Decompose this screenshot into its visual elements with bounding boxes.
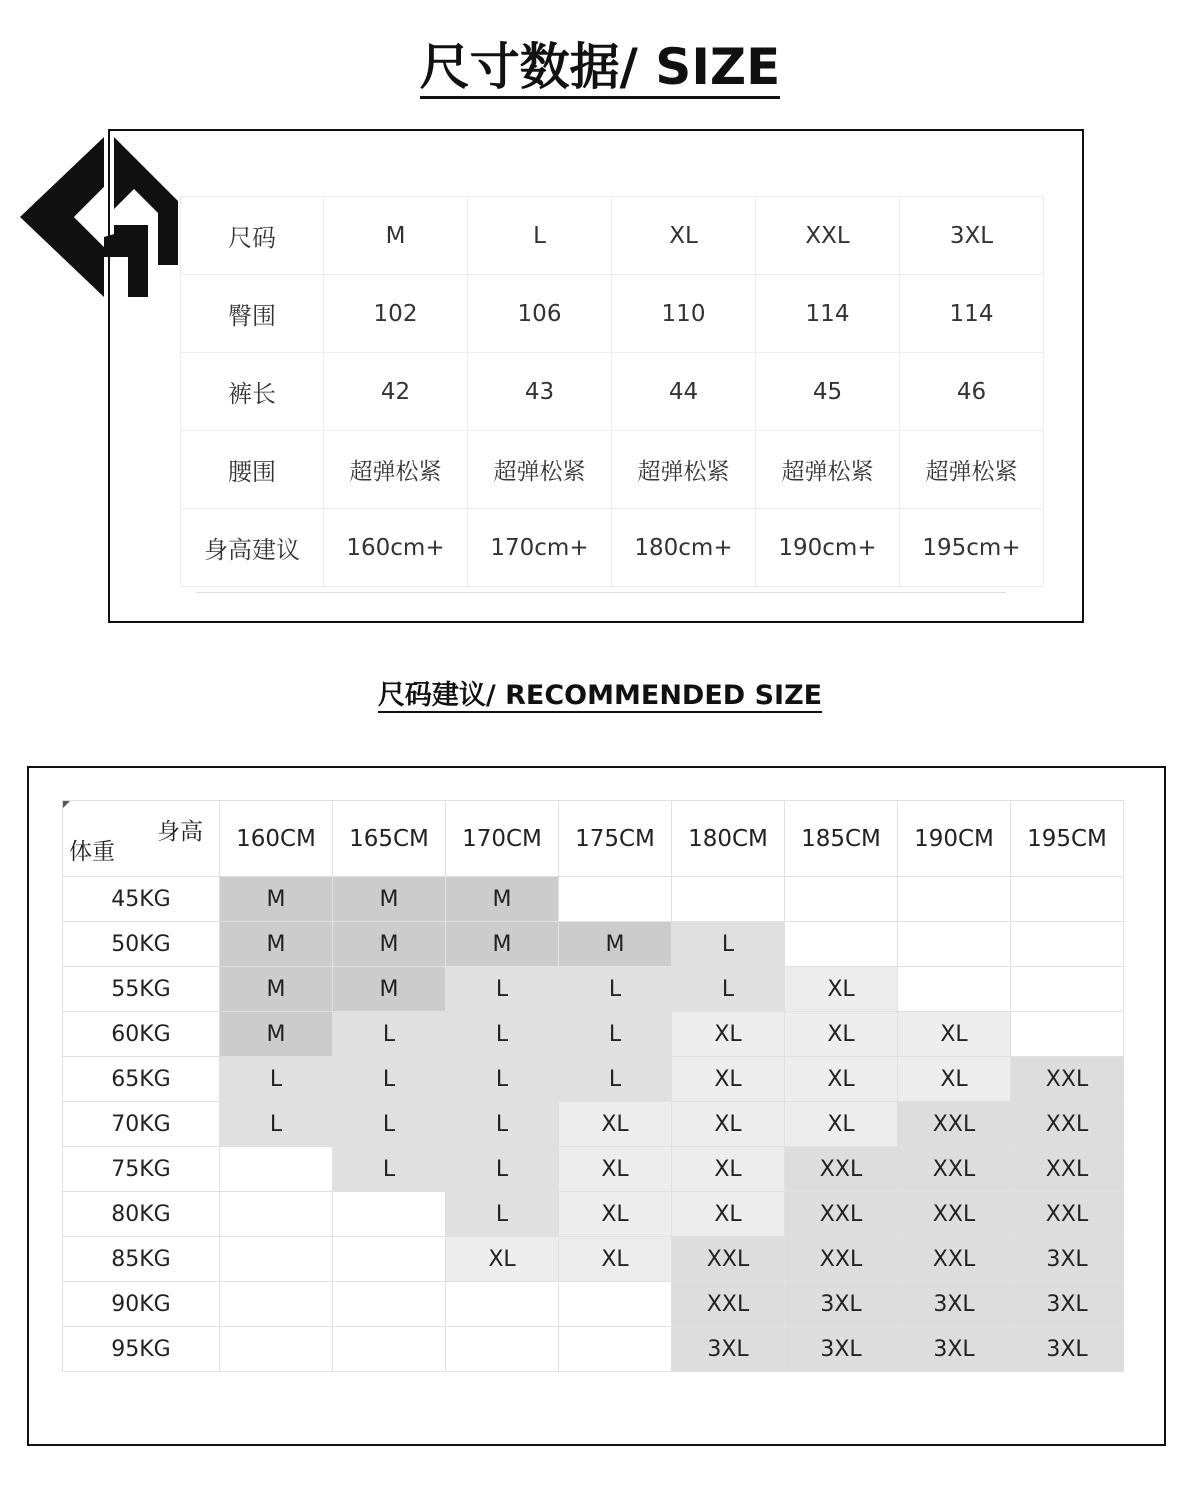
size-row-header: 裤长 xyxy=(181,353,324,431)
size-table-cell: 42 xyxy=(324,353,468,431)
size-table-row xyxy=(181,509,1044,587)
size-table-cell: 45 xyxy=(756,353,900,431)
height-header-cell: 185CM xyxy=(785,801,898,877)
recommend-size-cell: L xyxy=(446,1057,559,1102)
recommend-size-cell: XL xyxy=(672,1057,785,1102)
recommend-size-cell: XL xyxy=(672,1192,785,1237)
recommend-size-cell: XXL xyxy=(785,1147,898,1192)
recommend-size-cell: L xyxy=(333,1057,446,1102)
recommend-row xyxy=(63,967,1124,1012)
recommend-size-cell: L xyxy=(220,1057,333,1102)
size-table-cell: 3XL xyxy=(900,197,1044,275)
recommend-size-cell: XL xyxy=(672,1012,785,1057)
size-row-header: 腰围 xyxy=(181,431,324,509)
size-table-cell: XXL xyxy=(756,197,900,275)
size-table-shadow xyxy=(196,586,1006,593)
recommend-size-cell xyxy=(559,1327,672,1372)
recommend-title-text: 尺码建议/ RECOMMENDED SIZE xyxy=(377,680,823,711)
recommend-size-cell xyxy=(220,1282,333,1327)
height-header-cell: 195CM xyxy=(1011,801,1124,877)
recommend-size-cell: XL xyxy=(559,1192,672,1237)
weight-header-cell: 90KG xyxy=(63,1282,220,1327)
size-table-cell: 106 xyxy=(468,275,612,353)
recommend-size-cell: L xyxy=(559,967,672,1012)
height-header-cell: 170CM xyxy=(446,801,559,877)
corner-cell xyxy=(63,801,220,877)
recommend-size-cell xyxy=(898,967,1011,1012)
recommend-header-row xyxy=(63,801,1124,877)
weight-header-cell: 60KG xyxy=(63,1012,220,1057)
recommend-size-cell: M xyxy=(333,967,446,1012)
weight-header-cell: 50KG xyxy=(63,922,220,967)
size-table-cell: L xyxy=(468,197,612,275)
recommend-size-cell: 3XL xyxy=(672,1327,785,1372)
recommend-size-cell: XXL xyxy=(785,1237,898,1282)
recommend-size-cell: L xyxy=(446,1102,559,1147)
recommend-size-cell: L xyxy=(333,1147,446,1192)
size-table-cell: 195cm+ xyxy=(900,509,1044,587)
size-table-cell: XL xyxy=(612,197,756,275)
recommend-size-cell: 3XL xyxy=(898,1282,1011,1327)
recommend-size-cell: M xyxy=(446,877,559,922)
recommend-size-cell: M xyxy=(333,922,446,967)
recommend-size-cell xyxy=(333,1282,446,1327)
size-table-cell: 超弹松紧 xyxy=(612,431,756,509)
weight-header-cell: 85KG xyxy=(63,1237,220,1282)
size-table-cell: 180cm+ xyxy=(612,509,756,587)
size-table-cell: 43 xyxy=(468,353,612,431)
recommend-row xyxy=(63,922,1124,967)
page-title-text: 尺寸数据/ SIZE xyxy=(420,38,781,99)
recommend-size-cell xyxy=(333,1327,446,1372)
size-table-cell: 114 xyxy=(900,275,1044,353)
height-header-cell: 175CM xyxy=(559,801,672,877)
page-title xyxy=(0,38,1200,97)
recommend-size-cell: XXL xyxy=(1011,1057,1124,1102)
recommend-row xyxy=(63,1102,1124,1147)
recommend-size-cell: L xyxy=(220,1102,333,1147)
size-table-row xyxy=(181,431,1044,509)
recommend-size-cell xyxy=(898,877,1011,922)
recommend-size-cell: 3XL xyxy=(1011,1282,1124,1327)
recommend-row xyxy=(63,1237,1124,1282)
recommend-size-cell: XL xyxy=(785,1012,898,1057)
recommend-size-cell xyxy=(672,877,785,922)
recommend-row xyxy=(63,1147,1124,1192)
size-table-cell: 超弹松紧 xyxy=(756,431,900,509)
recommend-size-cell: L xyxy=(672,967,785,1012)
recommend-size-cell: M xyxy=(220,877,333,922)
recommend-size-cell: 3XL xyxy=(1011,1327,1124,1372)
weight-header-cell: 45KG xyxy=(63,877,220,922)
recommend-size-cell: M xyxy=(446,922,559,967)
recommend-size-cell xyxy=(333,1237,446,1282)
size-table-cell: 44 xyxy=(612,353,756,431)
recommend-size-cell: L xyxy=(333,1102,446,1147)
size-table-cell: 102 xyxy=(324,275,468,353)
recommend-size-cell xyxy=(220,1327,333,1372)
size-table-cell: 114 xyxy=(756,275,900,353)
recommend-row xyxy=(63,877,1124,922)
weight-header-cell: 55KG xyxy=(63,967,220,1012)
recommend-size-cell: L xyxy=(559,1057,672,1102)
recommend-size-cell xyxy=(559,1282,672,1327)
recommend-title xyxy=(0,680,1200,712)
recommend-size-cell: XXL xyxy=(1011,1192,1124,1237)
weight-header-cell: 65KG xyxy=(63,1057,220,1102)
recommend-size-cell: XXL xyxy=(898,1237,1011,1282)
size-row-header: 身高建议 xyxy=(181,509,324,587)
recommend-size-cell xyxy=(785,877,898,922)
recommend-size-cell: XL xyxy=(785,967,898,1012)
recommend-size-cell: XXL xyxy=(898,1102,1011,1147)
recommend-size-cell: 3XL xyxy=(898,1327,1011,1372)
recommend-size-cell: XXL xyxy=(898,1192,1011,1237)
recommend-size-cell: XL xyxy=(672,1147,785,1192)
weight-header-cell: 95KG xyxy=(63,1327,220,1372)
recommend-size-cell: L xyxy=(333,1012,446,1057)
size-table-cell: 46 xyxy=(900,353,1044,431)
height-header-cell: 180CM xyxy=(672,801,785,877)
recommend-size-cell xyxy=(785,922,898,967)
recommend-size-cell xyxy=(1011,922,1124,967)
recommend-size-cell: XL xyxy=(785,1057,898,1102)
size-row-header: 臀围 xyxy=(181,275,324,353)
recommend-row xyxy=(63,1192,1124,1237)
recommend-size-cell xyxy=(1011,1012,1124,1057)
recommend-row xyxy=(63,1057,1124,1102)
recommend-size-cell: M xyxy=(220,1012,333,1057)
size-table-cell: 超弹松紧 xyxy=(900,431,1044,509)
height-header-cell: 165CM xyxy=(333,801,446,877)
recommend-size-cell: L xyxy=(446,1012,559,1057)
recommend-size-cell: XL xyxy=(559,1102,672,1147)
weight-header-cell: 80KG xyxy=(63,1192,220,1237)
recommend-size-cell: L xyxy=(446,1192,559,1237)
recommend-row xyxy=(63,1282,1124,1327)
recommend-size-cell: 3XL xyxy=(1011,1237,1124,1282)
recommend-size-cell xyxy=(559,877,672,922)
recommend-size-cell: 3XL xyxy=(785,1327,898,1372)
corner-mark xyxy=(63,801,70,808)
recommend-size-cell: XL xyxy=(898,1012,1011,1057)
recommend-size-cell: L xyxy=(672,922,785,967)
size-table-row xyxy=(181,275,1044,353)
recommend-size-cell: XXL xyxy=(785,1192,898,1237)
recommend-size-cell: L xyxy=(559,1012,672,1057)
size-table-row xyxy=(181,197,1044,275)
recommend-size-cell: L xyxy=(446,1147,559,1192)
recommend-size-cell: XXL xyxy=(672,1282,785,1327)
recommend-size-cell xyxy=(220,1237,333,1282)
corner-height-label: 身高 xyxy=(157,819,203,845)
recommend-size-cell: XL xyxy=(898,1057,1011,1102)
size-table-cell: 170cm+ xyxy=(468,509,612,587)
height-header-cell: 190CM xyxy=(898,801,1011,877)
size-table-cell: 160cm+ xyxy=(324,509,468,587)
size-table-cell: M xyxy=(324,197,468,275)
size-row-header: 尺码 xyxy=(181,197,324,275)
recommend-size-cell: XXL xyxy=(898,1147,1011,1192)
recommend-size-cell xyxy=(220,1192,333,1237)
recommend-size-cell: XL xyxy=(559,1147,672,1192)
recommend-row xyxy=(63,1012,1124,1057)
recommend-size-cell: XL xyxy=(559,1237,672,1282)
recommend-size-cell: XXL xyxy=(672,1237,785,1282)
size-table-row xyxy=(181,353,1044,431)
recommend-size-cell: XXL xyxy=(1011,1147,1124,1192)
recommend-size-cell: L xyxy=(446,967,559,1012)
recommend-size-cell xyxy=(1011,877,1124,922)
weight-header-cell: 75KG xyxy=(63,1147,220,1192)
recommend-size-cell: XL xyxy=(785,1102,898,1147)
recommend-size-cell xyxy=(446,1327,559,1372)
recommend-size-cell xyxy=(1011,967,1124,1012)
ga-diamond-logo-icon xyxy=(18,135,180,300)
recommend-size-cell: XL xyxy=(672,1102,785,1147)
recommend-size-cell: M xyxy=(559,922,672,967)
size-table-cell: 110 xyxy=(612,275,756,353)
recommend-size-cell xyxy=(898,922,1011,967)
recommend-size-cell xyxy=(220,1147,333,1192)
recommend-size-cell: M xyxy=(220,967,333,1012)
recommend-size-cell: M xyxy=(333,877,446,922)
recommend-size-cell xyxy=(333,1192,446,1237)
size-table xyxy=(180,196,1044,587)
recommend-size-cell: 3XL xyxy=(785,1282,898,1327)
recommend-size-cell: M xyxy=(220,922,333,967)
size-table-cell: 超弹松紧 xyxy=(468,431,612,509)
recommend-size-cell: XL xyxy=(446,1237,559,1282)
recommend-row xyxy=(63,1327,1124,1372)
size-table-cell: 190cm+ xyxy=(756,509,900,587)
recommend-size-cell xyxy=(446,1282,559,1327)
size-table-cell: 超弹松紧 xyxy=(324,431,468,509)
height-header-cell: 160CM xyxy=(220,801,333,877)
recommend-table xyxy=(62,800,1124,1372)
corner-weight-label: 体重 xyxy=(69,839,115,865)
recommend-size-cell: XXL xyxy=(1011,1102,1124,1147)
weight-header-cell: 70KG xyxy=(63,1102,220,1147)
